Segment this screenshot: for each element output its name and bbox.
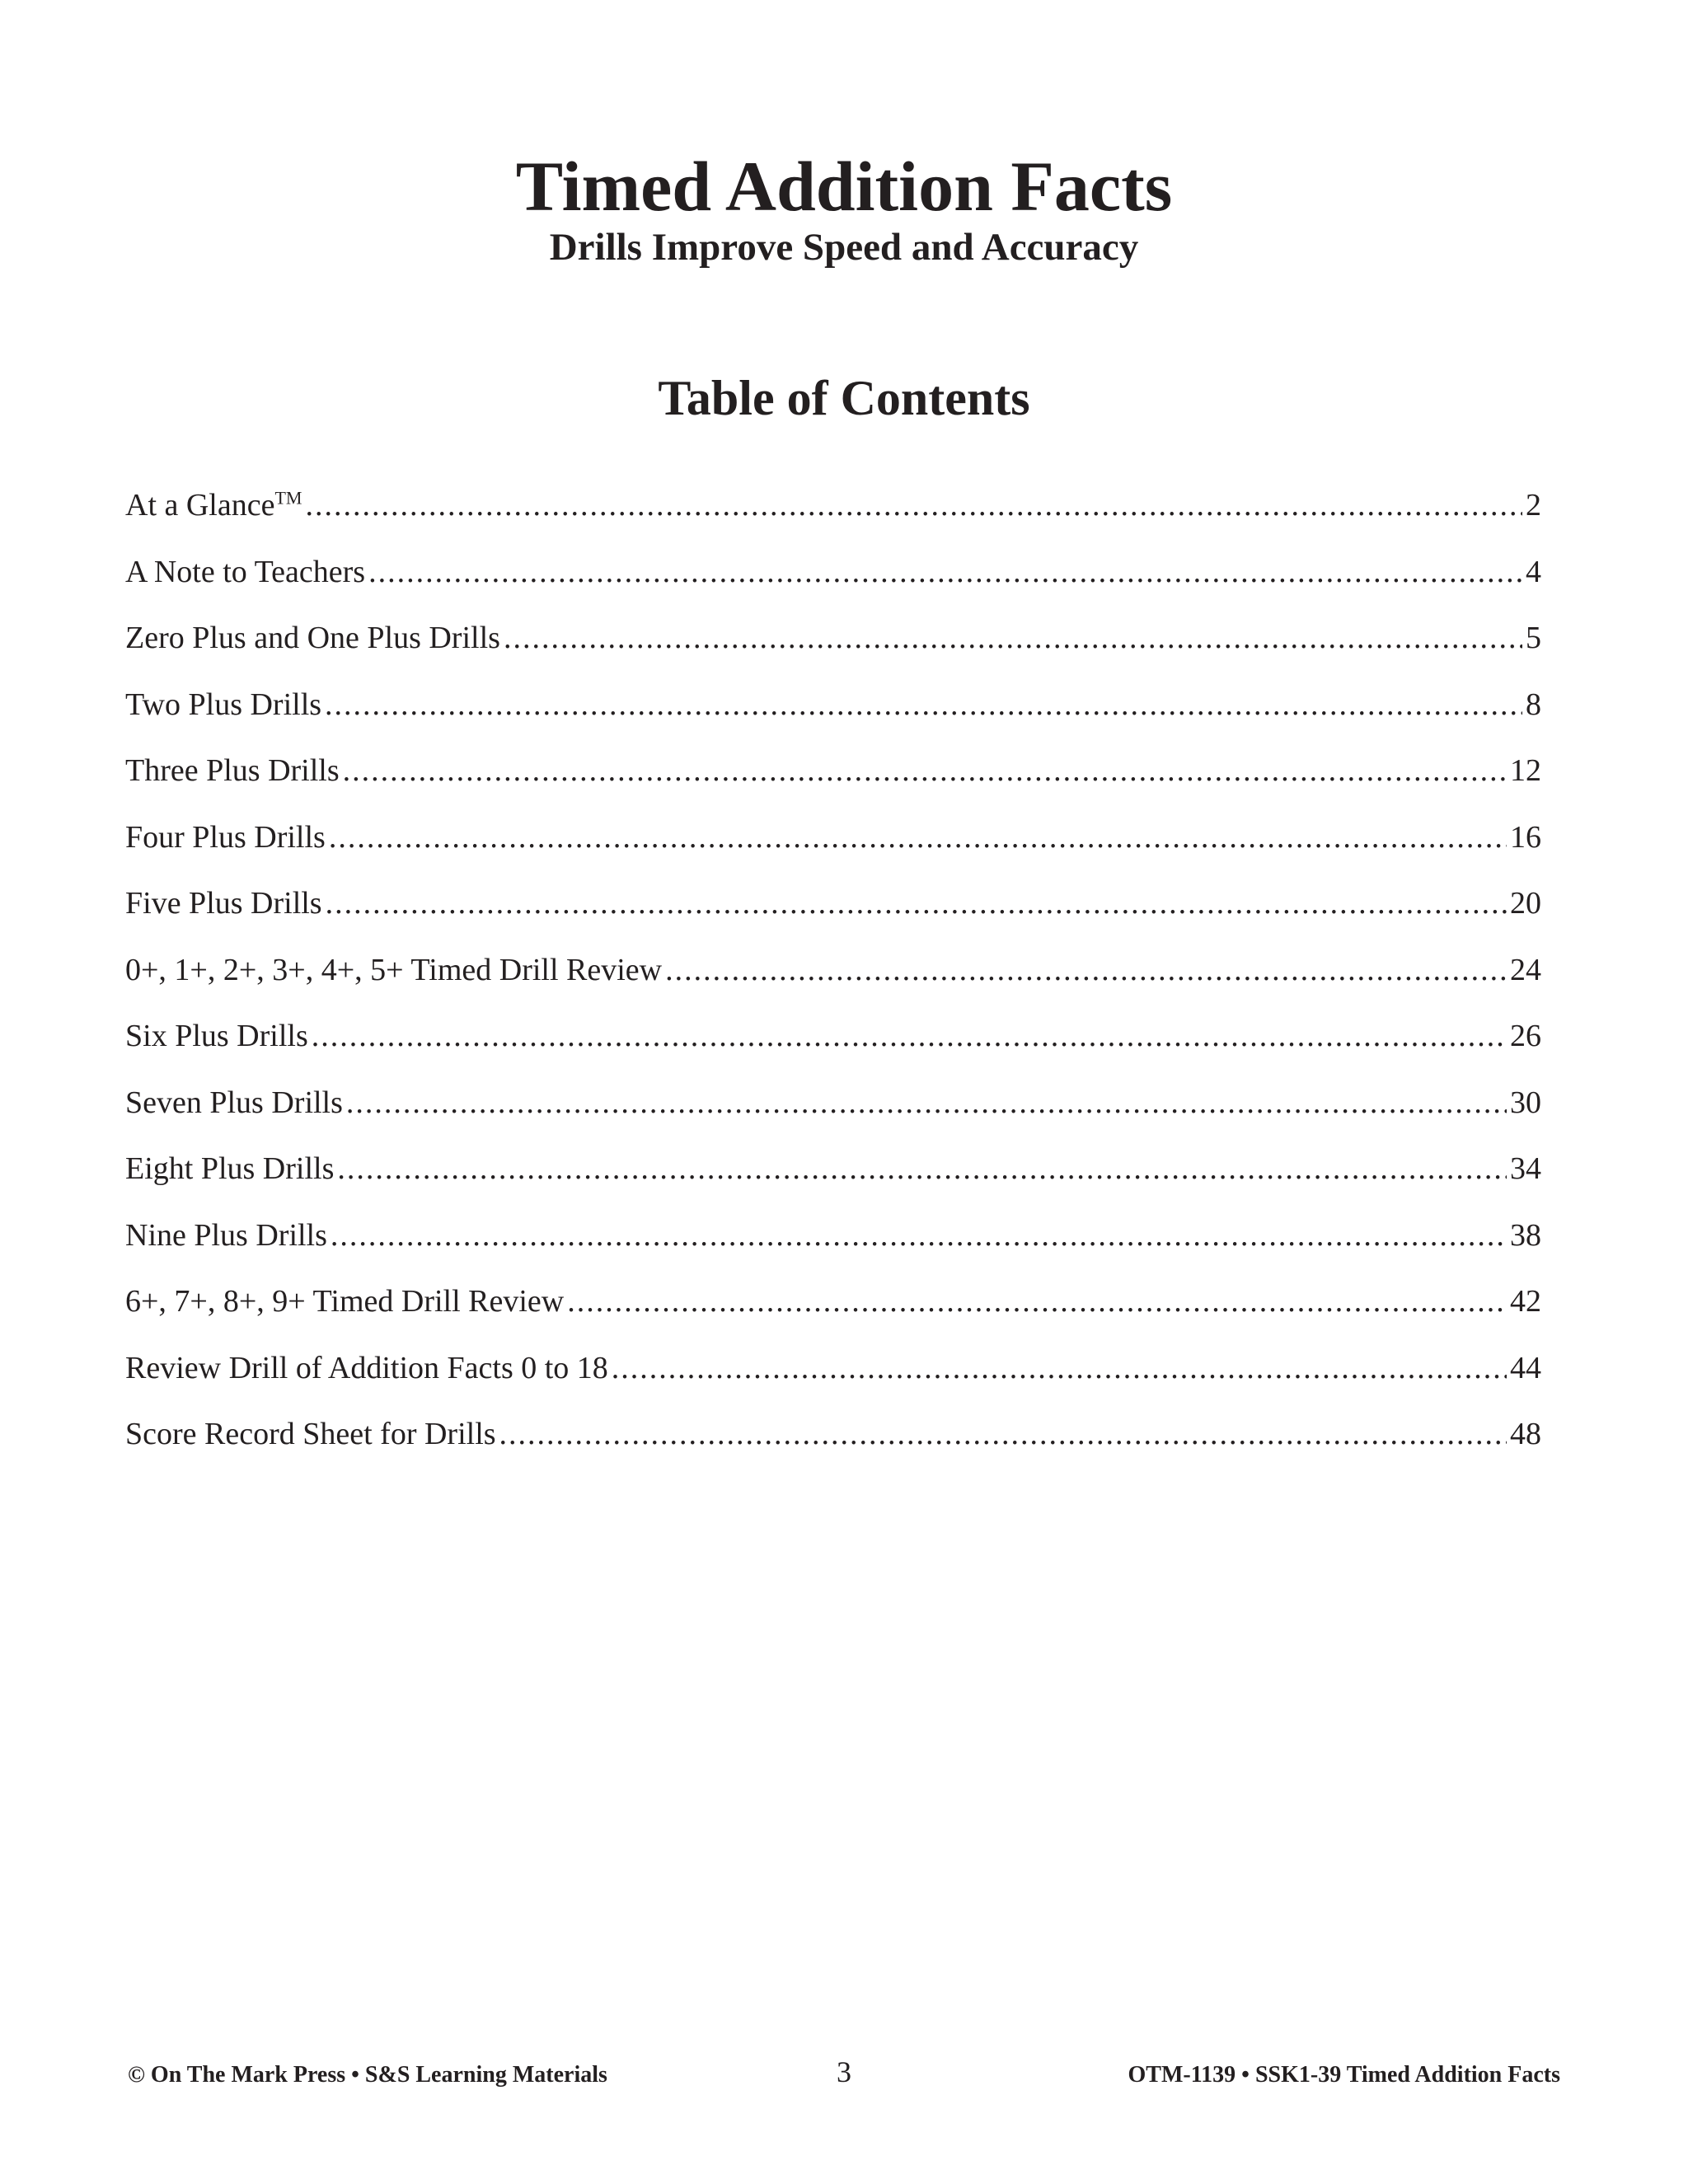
toc-leader-dots — [612, 1347, 1507, 1389]
toc-entry[interactable] — [125, 1347, 1541, 1414]
toc-entry-label: 0+, 1+, 2+, 3+, 4+, 5+ Timed Drill Review — [125, 952, 663, 987]
toc-entry[interactable] — [125, 1148, 1541, 1215]
toc-entry[interactable] — [125, 817, 1541, 883]
toc-leader-dots — [368, 551, 1522, 593]
toc-entry-page: 12 — [1510, 753, 1541, 788]
toc-entry[interactable] — [125, 883, 1541, 949]
toc-leader-dots — [567, 1281, 1507, 1322]
toc-leader-dots — [337, 1148, 1507, 1189]
toc-leader-dots — [343, 750, 1507, 791]
toc-entry-page: 30 — [1510, 1085, 1541, 1120]
footer-product-code: OTM-1139 • SSK1-39 Timed Addition Facts — [1128, 2062, 1560, 2088]
toc-list — [125, 485, 1541, 1480]
toc-entry-page: 38 — [1510, 1217, 1541, 1253]
toc-entry-label: Review Drill of Addition Facts 0 to 18 — [125, 1350, 608, 1385]
toc-entry[interactable] — [125, 750, 1541, 817]
document-subtitle: Drills Improve Speed and Accuracy — [549, 226, 1139, 269]
footer-copyright: © On The Mark Press • S&S Learning Materials — [128, 2062, 607, 2088]
toc-entry[interactable] — [125, 684, 1541, 751]
toc-entry-page: 2 — [1526, 488, 1541, 523]
toc-entry[interactable] — [125, 949, 1541, 1016]
toc-entry-page: 34 — [1510, 1151, 1541, 1186]
toc-leader-dots — [504, 617, 1522, 658]
trademark-symbol: TM — [274, 487, 302, 509]
toc-entry-page: 16 — [1510, 819, 1541, 855]
toc-heading: Table of Contents — [658, 371, 1030, 425]
toc-entry-label: Zero Plus and One Plus Drills — [125, 621, 500, 655]
toc-entry[interactable] — [125, 617, 1541, 684]
toc-entry-label: A Note to Teachers — [125, 554, 366, 589]
toc-entry-label: Seven Plus Drills — [125, 1085, 343, 1120]
toc-entry[interactable] — [125, 551, 1541, 618]
toc-leader-dots — [312, 1015, 1507, 1057]
toc-leader-dots — [326, 883, 1507, 924]
toc-entry-page: 20 — [1510, 886, 1541, 921]
toc-leader-dots — [499, 1413, 1507, 1455]
document-title: Timed Addition Facts — [515, 147, 1173, 226]
toc-entry-label: Eight Plus Drills — [125, 1151, 335, 1186]
toc-entry[interactable] — [125, 1413, 1541, 1480]
toc-entry-label: Score Record Sheet for Drills — [125, 1417, 496, 1451]
toc-entry-page: 44 — [1510, 1350, 1541, 1385]
toc-entry-label: Three Plus Drills — [125, 753, 340, 788]
toc-entry-page: 4 — [1526, 554, 1541, 589]
toc-entry-label: Four Plus Drills — [125, 819, 326, 855]
toc-leader-dots — [329, 817, 1507, 858]
toc-entry[interactable] — [125, 1281, 1541, 1347]
toc-entry-page: 8 — [1526, 687, 1541, 722]
toc-entry-label: 6+, 7+, 8+, 9+ Timed Drill Review — [125, 1284, 565, 1319]
toc-leader-dots — [665, 949, 1507, 991]
toc-entry-label: Five Plus Drills — [125, 886, 322, 921]
toc-entry[interactable] — [125, 1015, 1541, 1082]
toc-leader-dots — [331, 1215, 1507, 1256]
toc-entry[interactable] — [125, 1215, 1541, 1282]
toc-entry-page: 24 — [1510, 952, 1541, 987]
footer-page-number: 3 — [837, 2055, 851, 2088]
toc-entry[interactable] — [125, 1082, 1541, 1149]
toc-entry-label: Six Plus Drills — [125, 1019, 308, 1053]
toc-leader-dots — [346, 1082, 1507, 1123]
toc-entry-page: 48 — [1510, 1417, 1541, 1451]
toc-entry-label: Two Plus Drills — [125, 687, 322, 722]
toc-entry-label: At a Glance™ — [125, 487, 302, 523]
toc-entry-page: 5 — [1526, 621, 1541, 655]
toc-entry-page: 42 — [1510, 1284, 1541, 1319]
toc-entry-label: Nine Plus Drills — [125, 1217, 327, 1253]
toc-leader-dots — [325, 684, 1522, 725]
toc-entry-page: 26 — [1510, 1019, 1541, 1053]
toc-entry[interactable] — [125, 485, 1541, 551]
toc-leader-dots — [305, 485, 1522, 526]
